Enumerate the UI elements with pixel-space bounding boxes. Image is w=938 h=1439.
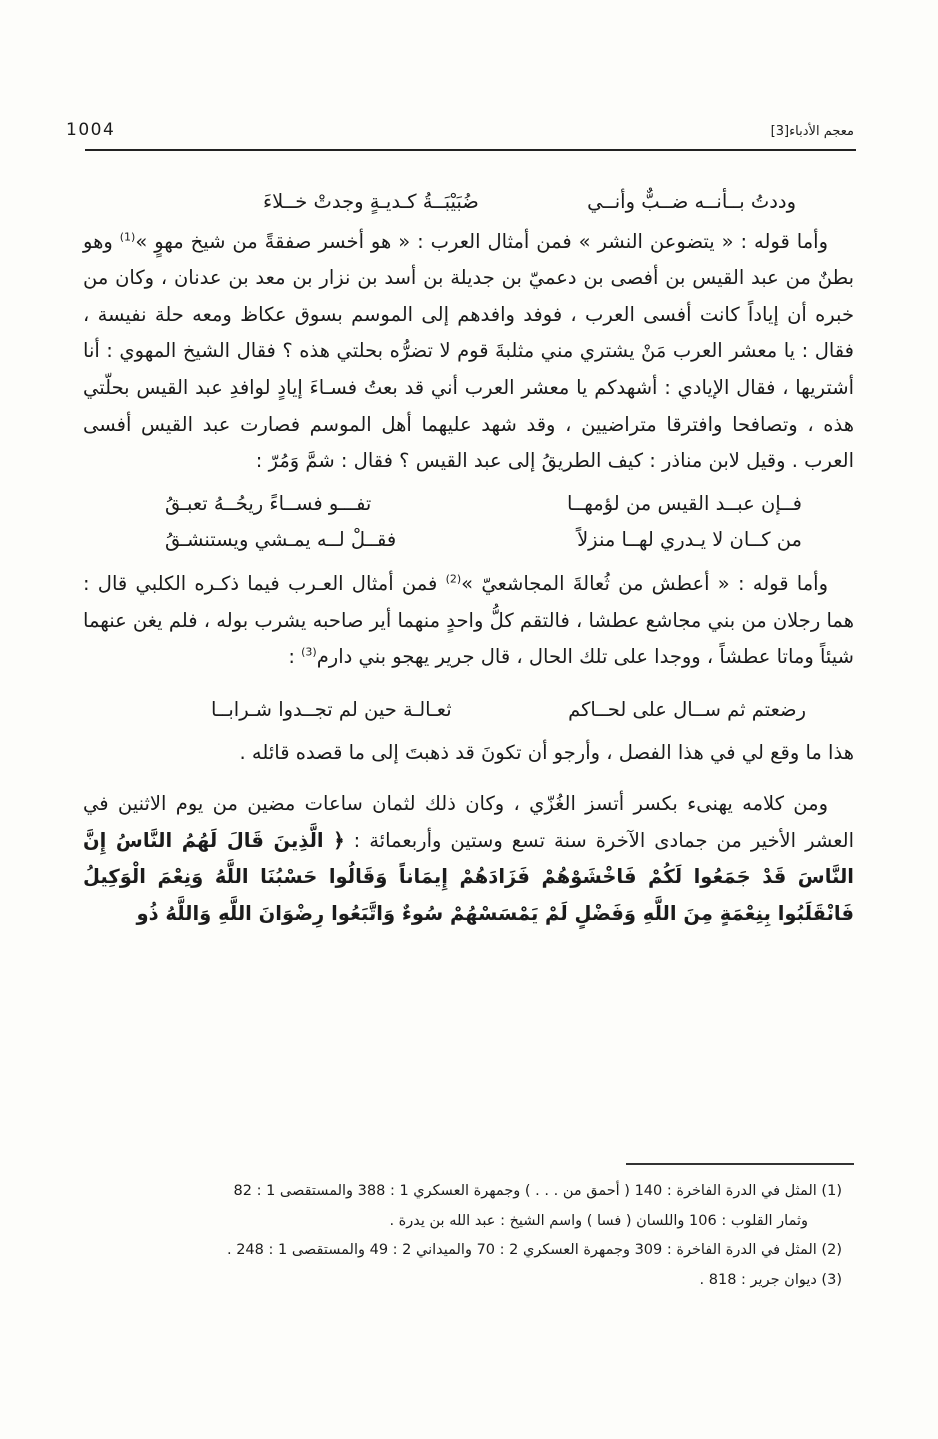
hemistich-right: فــإن عبــد القيس من لؤمهــا: [566, 491, 802, 515]
header-title: معجم الأدباء[3]: [770, 124, 854, 139]
header-rule: [85, 149, 856, 151]
poem-couplet: [83, 486, 854, 559]
footnote-ref-1: (1): [119, 230, 136, 244]
footnotes: [86, 1177, 854, 1295]
footnote-ref-2: (2): [445, 572, 462, 586]
paragraph-2: [83, 566, 854, 676]
verse-line-1: [83, 182, 854, 224]
paragraph-2-text: وأما قوله : « أعطش من ثُعالةَ المجاشعيّ »: [461, 571, 828, 595]
hemistich-left: ضُبَيْبَــةُ كـديـةٍ وجدتْ خــلاءَ: [263, 190, 479, 213]
page-header: [66, 120, 854, 140]
paragraph-1-text-cont: وهو بطنٌ من عبد القيس بن أفصى بن دعميّ بن جديلة بن أسد بن نزار بن معد بن عدنان ، وكان من خبره أن إياداً كانت أفسى العرب ، فوفد وافدهم إلى الموسم بسوق عكاظ ومعه حلة نفيسة ، فقال : يا معشر العرب مَنْ يشتري مني مثلبةَ قوم لا تضرُّه بحلتي هذه ؟ فقال الشيخ المهوي : أنا أشتريها ، فقال الإيادي : أشهدكم يا معشر العرب أني قد بعتُ فسـاءَ إيادٍ لوافدِ عبد القيس بحلّتي هذه ، وتصافحا وافترقا متراضيين ، وقد شهد عليهما أهل الموسم فصارت عبد القيس أفسى العرب . وقيل لابن مناذر : كيف الطريقُ إلى عبد القيس ؟ فقال : شمَّ وَمُرّ :: [83, 229, 854, 473]
verse-line-2b: [83, 522, 854, 559]
footnote-1-continued: وثمار القلوب : 106 واللسان ( فسا ) واسم الشيخ : عبد الله بن يدرة .: [389, 1212, 808, 1229]
footnote-3: (3) ديوان جرير : 818 .: [699, 1271, 842, 1288]
paragraph-2-text-cont: فمن أمثال العـرب فيما ذكـره الكلبي قال : هما رجلان من بني مجاشع عطشا ، فالتقم كلُّ واحدٍ منهما أير صاحبه يشرب بوله ، فلم يغن عنهما شيئاً وماتا عطشاً ، ووجدا على تلك الحال ، قال جرير يهجو بني دارم: [83, 571, 854, 669]
verse-line-2a: [83, 486, 854, 523]
page-body: [83, 182, 854, 932]
hemistich-left: تفـــو فســاءً ريحُــهُ تعبـقُ: [165, 491, 372, 515]
footnote-ref-3: (3): [301, 645, 317, 659]
paragraph-2-text-end: :: [288, 645, 302, 669]
page-number: 1004: [66, 120, 116, 140]
hemistich-right: رضعتم ثم ســال على لحــاكم: [568, 697, 806, 721]
paragraph-1-text: وأما قوله : « يتضوعن النشر » فمن أمثال العرب : « هو أخسر صفقةً من شيخ مهوٍ »: [135, 229, 828, 253]
footnote-1: (1) المثل في الدرة الفاخرة : 140 ( أحمق من . . . ) وجمهرة العسكري 1 : 388 والمستقصى 1 : 82: [233, 1183, 842, 1199]
paragraph-3: هذا ما وقع لي في هذا الفصل ، وأرجو أن تكونَ قد ذهبتَ إلى ما قصده قائله .: [239, 741, 854, 765]
verse-line-3: [83, 692, 854, 729]
footnote-2: (2) المثل في الدرة الفاخرة : 309 وجمهرة العسكري 2 : 70 والميداني 2 : 49 والمستقصى 1 : 248 .: [226, 1242, 842, 1258]
hemistich-right: وددتُ بــأنــه ضــبٌّ وأنــي: [587, 190, 796, 213]
quran-quote: ﴿ الَّذِينَ قَالَ لَهُمُ النَّاسُ إِنَّ النَّاسَ قَدْ جَمَعُوا لَكُمْ فَاخْشَوْهُمْ فَزَادَهُمْ إِيمَاناً وَقَالُوا حَسْبُنَا اللَّهُ وَنِعْمَ الْوَكِيلُ فَانْقَلَبُوا بِنِعْمَةٍ مِنَ اللَّهِ وَفَضْلٍ لَمْ يَمْسَسْهُمْ سُوءٌ وَاتَّبَعُوا رِضْوَانَ اللَّهِ وَاللَّهُ ذُو: [83, 828, 854, 925]
paragraph-4: [83, 786, 854, 932]
hemistich-left: فقــلْ لــه يمـشي ويستنشـقُ: [165, 528, 397, 552]
footnote-separator: [626, 1163, 854, 1165]
paragraph-4-intro: ومن كلامه يهنىء بكسر أتسز الغُزّي ، وكان ذلك لثمان ساعات مضين من يوم الاثنين في العشر الأخير من جمادى الآخرة سنة تسع وستين وأربعمائة :: [83, 791, 855, 852]
hemistich-left: ثعـالـة حين لم تجــدوا شـرابــا: [211, 697, 452, 721]
paragraph-1: [83, 224, 854, 480]
hemistich-right: من كــان لا يـدري لهــا منزلاً: [577, 528, 802, 552]
